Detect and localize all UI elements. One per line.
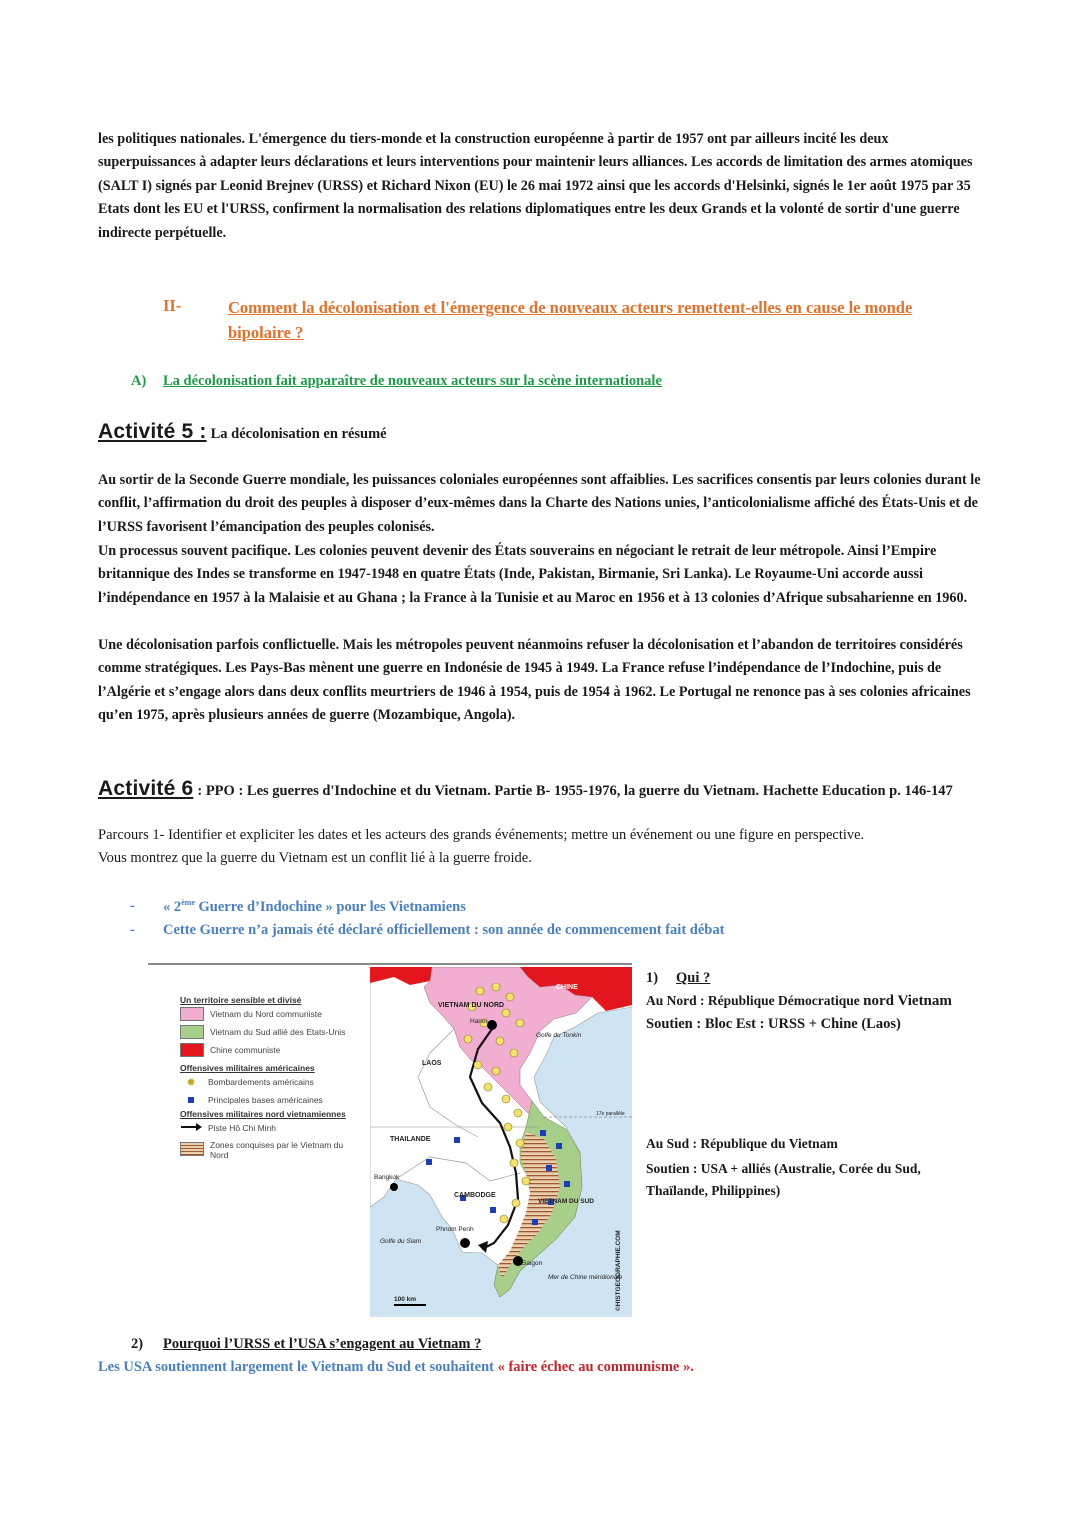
who-south-support: Soutien : USA + alliés (Australie, Corée du Sud, Thaïlande, Philippines): [646, 1161, 921, 1198]
why-answer-quote: « faire échec au communisme ».: [497, 1359, 694, 1375]
swatch-south: [180, 1025, 204, 1039]
activity6-heading: [98, 777, 988, 803]
legend-label: Bombardements américains: [208, 1077, 314, 1087]
bullet-text-post: Guerre d’Indochine » pour les Vietnamiens: [194, 898, 466, 915]
label-chine: CHINE: [556, 984, 578, 991]
activity6-objective: Vous montrez que la guerre du Vietnam est un conflit lié à la guerre froide.: [98, 850, 532, 866]
subsection-letter: A): [131, 373, 147, 389]
label-credit: ©HISTGEOGRAPHIE.COM: [615, 1230, 622, 1311]
legend-item-trail: [180, 1119, 370, 1137]
label-vietnam-nord: VIETNAM DU NORD: [438, 1002, 505, 1009]
activity6-title: Activité 6: [98, 777, 194, 800]
square-icon: [180, 1095, 202, 1105]
activity6-parcours: Parcours 1- Identifier et expliciter les dates et les acteurs des grands événements; mettre un événement ou une figure en perspective.: [98, 827, 865, 843]
subsection-title: La décolonisation fait apparaître de nouveaux acteurs sur la scène internationale: [163, 373, 662, 389]
who-north-support: Soutien : Bloc Est : URSS + Chine (Laos): [646, 1016, 901, 1032]
who-north-name: nord Vietnam: [863, 993, 952, 1009]
who-north-line: Au Nord : République Démocratique: [646, 993, 860, 1008]
bullet-text-pre: « 2: [163, 898, 182, 915]
vietnam-map-figure: [148, 963, 632, 1317]
legend-label: Vietnam du Nord communiste: [210, 1009, 322, 1019]
section-number: II-: [163, 296, 182, 315]
section-title: Comment la décolonisation et l'émergence de nouveaux acteurs remettent-elles en cause le monde bipolaire ?: [228, 298, 913, 342]
legend-heading: Offensives militaires nord vietnamiennes: [180, 1109, 346, 1119]
map-legend: [180, 995, 370, 1160]
activity6-label: : PPO : Les guerres d'Indochine et du Vietnam. Partie B- 1955-1976, la guerre du Vietnam. Hachette Education p. 146-147: [197, 783, 953, 799]
phnom-penh-dot: [460, 1238, 470, 1248]
legend-item-north: [180, 1005, 370, 1023]
label-phnom-penh: Phnom Penh: [436, 1226, 474, 1233]
activity5-paragraph-2: Un processus souvent pacifique. Les colonies peuvent devenir des États souverains en négociant le retrait de leur métropole. Ainsi l’Empire britannique des Indes se transforme en 1947-1948 en quatre États (Inde, Pakistan, Birmanie, Sri Lanka). Le Royaume-Uni accorde aussi l’indépendance en 1957 à la Malaisie et au Ghana ; la France à la Tunisie et au Maroc en 1956 et à 13 colonies d’Afrique subsaharienne en 1960.: [98, 543, 968, 606]
label-parallel: 17e parallèle: [596, 1111, 625, 1117]
label-saigon: Saigon: [522, 1260, 543, 1267]
arrow-icon: [180, 1123, 202, 1133]
legend-item-china: [180, 1041, 370, 1059]
label-golfe-siam: Golfe du Siam: [380, 1238, 422, 1245]
vietnam-map: [370, 967, 632, 1317]
label-mer-chine: Mer de Chine méridionale: [548, 1274, 623, 1281]
hanoi-dot: [487, 1020, 497, 1030]
why-answer-text: Les USA soutiennent largement le Vietnam du Sud et souhaitent: [98, 1359, 494, 1375]
legend-heading: Un territoire sensible et divisé: [180, 995, 302, 1005]
legend-item-south: [180, 1023, 370, 1041]
legend-label: Zones conquises par le Vietnam du Nord: [210, 1140, 344, 1160]
swatch-china: [180, 1043, 204, 1057]
legend-item-bombing: [180, 1073, 370, 1091]
why-title: Pourquoi l’URSS et l’USA s’engagent au Vietnam ?: [163, 1336, 482, 1352]
legend-heading: Offensives militaires américaines: [180, 1063, 315, 1073]
legend-label: Chine communiste: [210, 1045, 281, 1055]
label-bangkok: Bangkok: [374, 1174, 400, 1181]
legend-item-zones: [180, 1140, 370, 1160]
bullet-item: Cette Guerre n’a jamais été déclaré officiellement : son année de commencement fait débat: [163, 922, 725, 938]
label-scale: 100 km: [394, 1296, 417, 1303]
bullet-item: [163, 898, 466, 916]
bullet-sup: ème: [181, 898, 195, 907]
legend-label: Piste Hô Chi Minh: [208, 1123, 277, 1133]
activity5-paragraph-3: Une décolonisation parfois conflictuelle. Mais les métropoles peuvent néanmoins refuser la décolonisation et l’abandon de territoires considérés comme stratégiques. Les Pays-Bas mènent une guerre en Indonésie de 1945 à 1949. La France refuse l’indépendance de l’Indochine, puis de l’Algérie et s’engage alors dans deux conflits meurtriers de 1946 à 1954, puis de 1954 à 1962. Le Portugal ne renonce pas à ses colonies africaines qu’en 1975, après plusieurs années de guerre (Mozambique, Angola).: [98, 637, 971, 724]
label-vietnam-sud: VIETNAM DU SUD: [538, 1198, 594, 1205]
who-number: 1): [646, 970, 659, 986]
legend-label: Principales bases américaines: [208, 1095, 323, 1105]
star-icon: ✹: [186, 1076, 196, 1089]
swatch-zones: [180, 1142, 204, 1156]
why-answer: [98, 1359, 694, 1376]
who-title: Qui ?: [676, 970, 711, 986]
legend-item-bases: [180, 1091, 370, 1109]
bullet-dash: -: [130, 898, 135, 914]
label-hanoi: Hanoi: [470, 1018, 487, 1025]
swatch-north: [180, 1007, 204, 1021]
intro-paragraph: les politiques nationales. L'émergence du tiers-monde et la construction européenne à partir de 1957 ont par ailleurs incité les deux superpuissances à adapter leurs déclarations et leurs interventions pour maintenir leurs alliances. Les accords de limitation des armes atomiques (SALT I) signés par Leonid Brejnev (URSS) et Richard Nixon (EU) le 26 mai 1972 ainsi que les accords d'Helsinki, signés le 1er août 1975 par 35 Etats dont les EU et l'URSS, confirment la normalisation des relations diplomatiques entre les deux Grands et la volonté de sortir d'une guerre indirecte perpétuelle.: [98, 131, 973, 241]
activity5-title: Activité 5 :: [98, 420, 207, 443]
activity5-heading: [98, 420, 387, 444]
label-thailande: THAILANDE: [390, 1136, 431, 1143]
bullet-dash: -: [130, 922, 135, 938]
legend-label: Vietnam du Sud allié des Etats-Unis: [210, 1027, 346, 1037]
why-number: 2): [131, 1336, 144, 1352]
activity5-paragraph-1: Au sortir de la Seconde Guerre mondiale, les puissances coloniales européennes sont affaiblies. Les sacrifices consentis par leurs colonies durant le conflit, l’affirmation du droit des peuples à disposer d’eux-mêmes dans la Charte des Nations unies, l’anticolonialisme affiché des États-Unis et de l’URSS favorisent l’émancipation des peuples colonisés.: [98, 472, 981, 535]
label-golfe-tonkin: Golfe du Tonkin: [536, 1032, 582, 1039]
who-south-line: Au Sud : République du Vietnam: [646, 1136, 838, 1151]
who-north: [646, 993, 952, 1010]
label-laos: LAOS: [422, 1060, 442, 1067]
activity5-label: La décolonisation en résumé: [210, 426, 387, 442]
label-cambodge: CAMBODGE: [454, 1192, 496, 1199]
bangkok-dot: [390, 1183, 398, 1191]
